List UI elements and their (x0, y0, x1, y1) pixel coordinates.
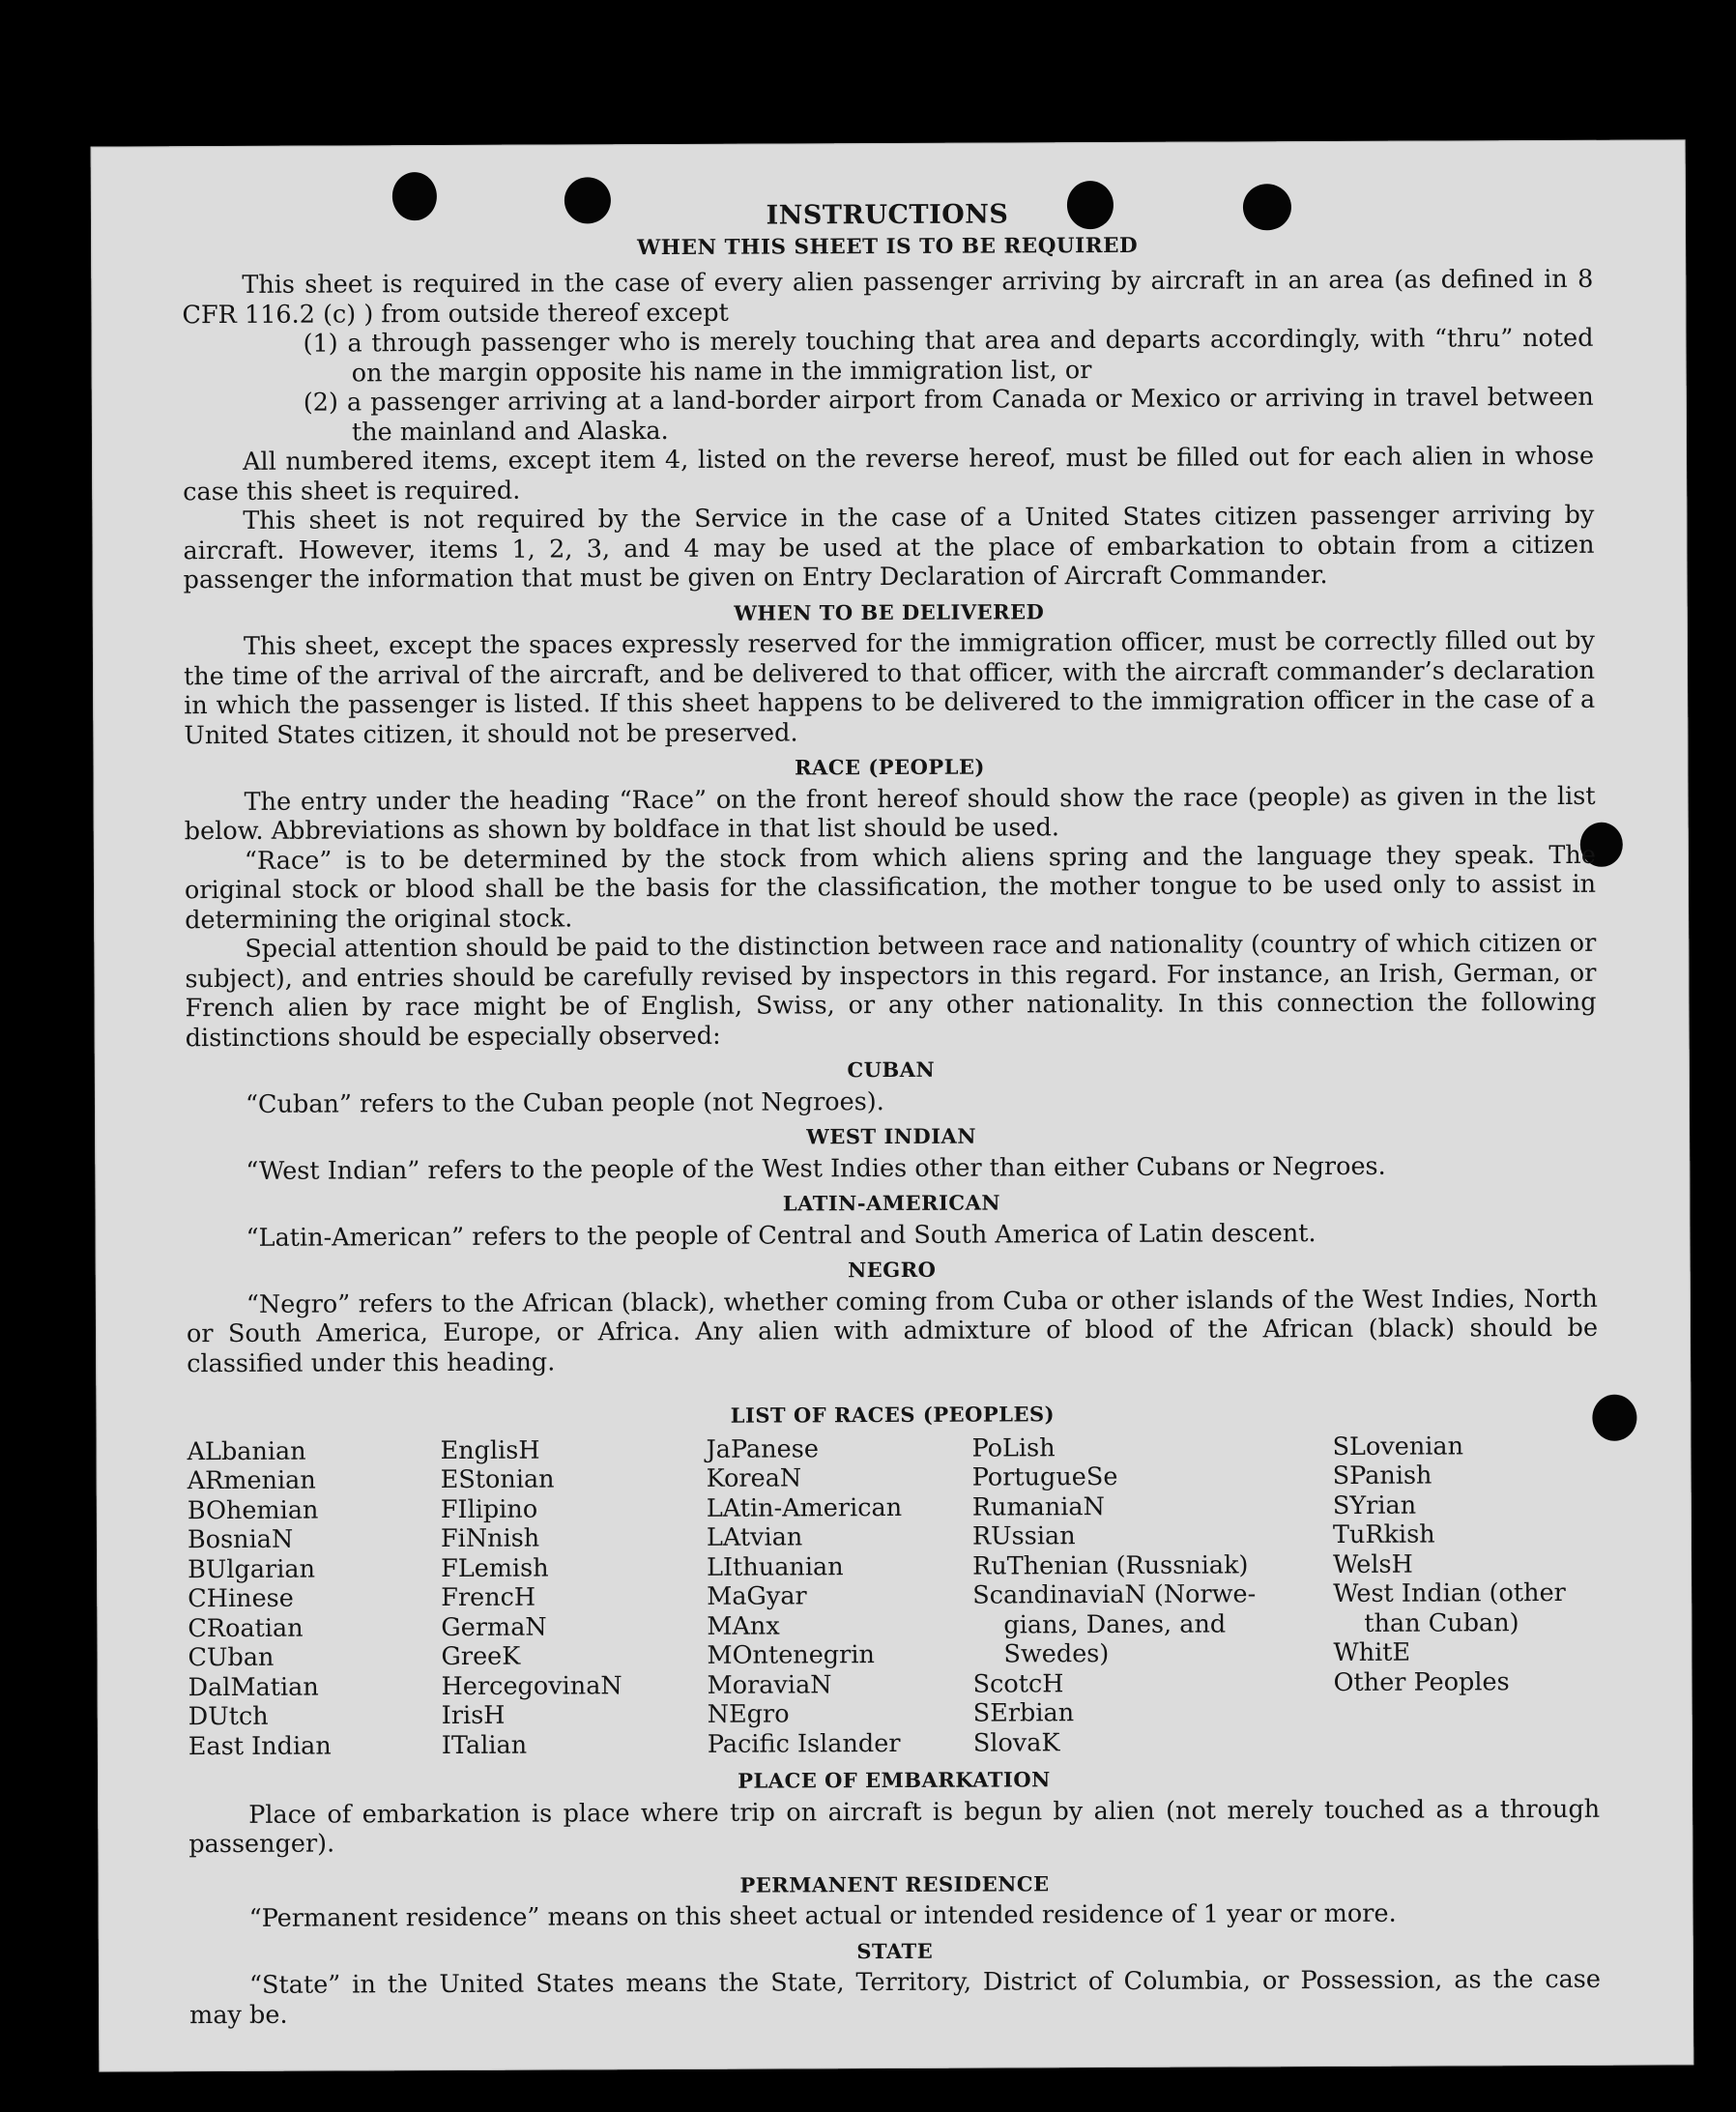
paragraph: This sheet is not required by the Service in the case of a United States citizen passenger arriving by aircraft. However, items 1, 2, 3, and 4 may be used at the place of embarkation to obtain from a citizen passenger the information that must be given on Entry Declaration of Aircraft Commander. (183, 500, 1595, 595)
races-column (971, 1432, 1333, 1758)
paragraph: The entry under the heading “Race” on the front hereof should show the race (people) as given in the list below. Abbreviations as shown by boldface in that list should be used. (184, 781, 1596, 847)
race-entry: BOhemian (187, 1495, 319, 1525)
paragraph: “Negro” refers to the African (black), whether coming from Cuba or other islands of the West Indies, North or South America, Europe, or Africa. Any alien with admixture of blood of the African (black) should be classified under this heading. (186, 1284, 1599, 1378)
race-entry: West Indian (other (1333, 1577, 1566, 1609)
section-heading: CUBAN (847, 1056, 936, 1083)
race-entry: FrencH (441, 1582, 536, 1613)
race-entry: PoLish (971, 1432, 1056, 1463)
race-entry: FIlipino (440, 1494, 538, 1524)
race-entry: KoreaN (706, 1463, 802, 1493)
race-entry: EnglisH (440, 1435, 540, 1465)
race-entry: PortugueSe (971, 1461, 1118, 1492)
race-entry: LIthuanian (707, 1551, 844, 1582)
section-heading: WHEN TO BE DELIVERED (734, 598, 1045, 625)
section-heading: PERMANENT RESIDENCE (739, 1870, 1050, 1897)
race-entry: RUssian (971, 1521, 1076, 1551)
race-entry: FiNnish (440, 1523, 540, 1554)
races-column (706, 1433, 972, 1759)
race-entry: IrisH (441, 1700, 506, 1731)
instructions-text (182, 198, 1601, 2030)
paragraph: “Cuban” refers to the Cuban people (not Negroes). (245, 1086, 884, 1119)
paragraph: “West Indian” refers to the people of the West Indies other than either Cubans or Negroes. (246, 1151, 1386, 1186)
race-entry: GreeK (441, 1641, 521, 1672)
race-entry: CRoatian (188, 1613, 304, 1643)
punch-hole (1592, 1395, 1636, 1441)
section-heading: STATE (856, 1938, 934, 1963)
race-entry: HercegovinaN (441, 1670, 622, 1701)
paragraph: “State” in the United States means the State, Territory, District of Columbia, or Possession, as the case may be. (189, 1964, 1602, 2030)
race-entry: CHinese (188, 1583, 294, 1614)
race-entry: JaPanese (706, 1433, 819, 1464)
paragraph: “Race” is to be determined by the stock from which aliens spring and the language they speak. The original stock or blood shall be the basis for the classification, the mother tongue to be used only to assist in determining the original stock. (184, 840, 1597, 935)
race-entry: TuRkish (1332, 1519, 1435, 1550)
race-entry: LAtin-American (706, 1492, 903, 1523)
race-entry: Pacific Islander (707, 1728, 901, 1759)
races-column (1332, 1431, 1599, 1756)
race-entry: GermaN (441, 1612, 547, 1642)
paragraph: “Latin-American” refers to the people of Central and South America of Latin descent. (246, 1218, 1316, 1253)
section-heading: NEGRO (847, 1257, 937, 1283)
race-entry: SErbian (972, 1698, 1075, 1728)
race-entry: WhitE (1333, 1637, 1411, 1668)
race-entry: Other Peoples (1333, 1666, 1510, 1697)
race-entry: DalMatian (188, 1672, 319, 1702)
race-entry: SPanish (1332, 1461, 1432, 1491)
race-entry: DUtch (188, 1701, 269, 1732)
race-entry: SLovenian (1332, 1431, 1464, 1461)
document-sheet (91, 139, 1694, 2071)
page-title: INSTRUCTIONS (766, 199, 1009, 231)
race-entry: BUlgarian (188, 1554, 316, 1584)
race-entry: Swedes) (1003, 1639, 1110, 1669)
section-heading: LIST OF RACES (PEOPLES) (730, 1402, 1056, 1428)
paragraph: This sheet is required in the case of every alien passenger arriving by aircraft in an area (as defined in 8 CFR 116.2 (c) ) from outside thereof except (182, 264, 1594, 330)
race-entry: SYrian (1332, 1490, 1417, 1520)
race-entry: MAnx (707, 1611, 780, 1641)
section-heading: RACE (PEOPLE) (795, 754, 985, 780)
race-entry: ARmenian (187, 1465, 316, 1496)
race-entry: MoraviaN (707, 1669, 832, 1700)
race-entry: East Indian (188, 1731, 332, 1761)
race-entry: EStonian (440, 1464, 555, 1495)
races-column (440, 1434, 707, 1760)
race-entry: MOntenegrin (707, 1640, 875, 1670)
race-entry: MaGyar (707, 1581, 807, 1611)
section-heading: LATIN-AMERICAN (782, 1190, 1001, 1216)
race-entry: than Cuban) (1364, 1607, 1519, 1638)
race-entry: gians, Danes, and (1003, 1608, 1227, 1640)
paragraph: Special attention should be paid to the distinction between race and nationality (country of which citizen or subject), and entries should be carefully revised by inspectors in this regard. For instance, an Irish, German, or French alien by race might be of English, Swiss, or any other nationality. In this connection the following distinctions should be especially observed: (185, 928, 1597, 1053)
section-heading: WEST INDIAN (806, 1123, 977, 1149)
race-entry: ScandinaviaN (Norwe- (972, 1579, 1257, 1610)
paragraph: “Permanent residence” means on this sheet actual or intended residence of 1 year or more. (248, 1898, 1397, 1933)
race-entry: LAtvian (706, 1522, 803, 1552)
paragraph: This sheet, except the spaces expressly reserved for the immigration officer, must be correctly filled out by the time of the arrival of the aircraft, and be delivered to that officer, with the aircraft commander’s declaration in which the passenger is listed. If this sheet happens to be delivered to the immigration officer in the case of a United States citizen, it should not be preserved. (183, 625, 1596, 750)
section-heading: PLACE OF EMBARKATION (738, 1767, 1051, 1793)
race-entry: CUban (188, 1642, 275, 1673)
race-entry: RumaniaN (971, 1491, 1105, 1522)
race-entry: ITalian (441, 1730, 528, 1760)
race-entry: RuThenian (Russniak) (972, 1549, 1249, 1581)
race-entry: BosniaN (187, 1524, 294, 1555)
race-entry: FLemish (441, 1553, 549, 1583)
race-entry: SlovaK (972, 1727, 1060, 1758)
paragraph: Place of embarkation is place where trip on aircraft is begun by alien (not merely touched as a through passenger). (188, 1794, 1601, 1860)
race-entry: ALbanian (187, 1436, 306, 1466)
list-item: (2) a passenger arriving at a land-border airport from Canada or Mexico or arriving in travel between the mainland and Alaska. (303, 382, 1594, 447)
list-item: (1) a through passenger who is merely touching that area and departs accordingly, with “thru” noted on the margin opposite his name in the immigration list, or (303, 323, 1594, 388)
race-entry: ScotcH (972, 1668, 1064, 1699)
section-heading: WHEN THIS SHEET IS TO BE REQUIRED (637, 233, 1139, 260)
race-entry: NEgro (707, 1699, 790, 1729)
race-entry: WelsH (1333, 1549, 1413, 1579)
races-column (187, 1436, 441, 1762)
paragraph: All numbered items, except item 4, listed on the reverse hereof, must be filled out for each alien in whose case this sheet is required. (183, 441, 1595, 506)
races-list (187, 1431, 1599, 1761)
